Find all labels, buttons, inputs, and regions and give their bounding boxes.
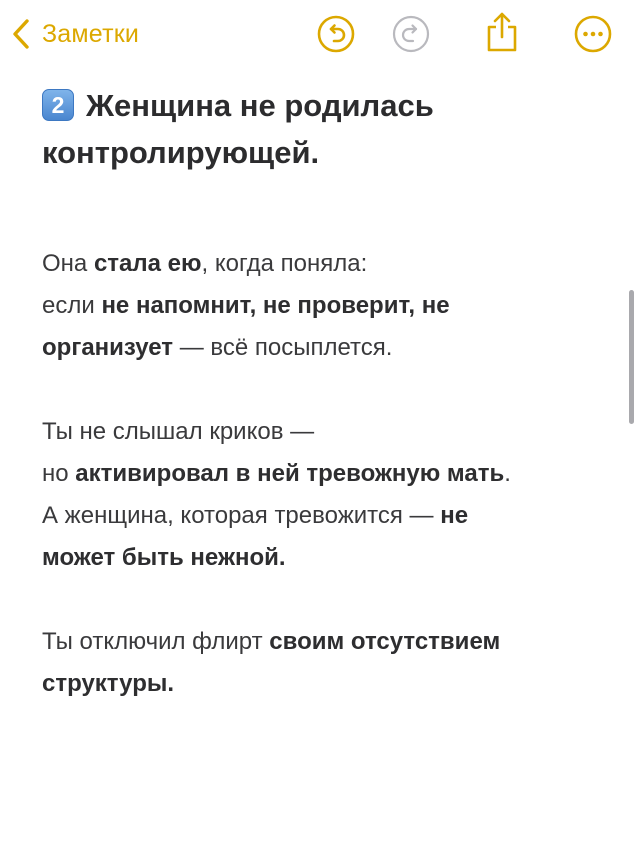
chevron-left-icon bbox=[12, 19, 30, 49]
title-line-1: Женщина не родилась bbox=[86, 88, 434, 123]
bold-run: стала ею bbox=[93, 250, 202, 277]
top-toolbar bbox=[0, 0, 640, 70]
undo-button[interactable] bbox=[316, 14, 356, 54]
text-run: Ты отключил флирт bbox=[42, 628, 270, 655]
back-label: Заметки bbox=[42, 19, 140, 48]
text-run: если bbox=[42, 292, 102, 319]
text-run: — всё посыплется. bbox=[173, 334, 393, 361]
text-run: Ты не слышал криков — bbox=[42, 418, 315, 445]
share-icon bbox=[482, 10, 522, 54]
bold-run: активировал в ней тревожную мать bbox=[75, 460, 505, 487]
text-run: А женщина, которая тревожится — bbox=[42, 502, 441, 529]
note-title bbox=[42, 82, 612, 176]
paragraph-2 bbox=[42, 411, 612, 579]
more-icon bbox=[573, 14, 613, 54]
bold-run: организует bbox=[42, 334, 174, 361]
keycap-number-icon: 2 bbox=[42, 89, 74, 121]
paragraph-3 bbox=[42, 621, 612, 705]
more-button[interactable] bbox=[573, 14, 613, 54]
bold-run: своим отсутствием bbox=[269, 628, 501, 655]
text-run: , когда поняла: bbox=[201, 250, 368, 277]
title-line-2: контролирующей. bbox=[42, 135, 320, 170]
scrollbar[interactable] bbox=[629, 290, 634, 424]
undo-icon bbox=[316, 14, 356, 54]
text-run: Она bbox=[42, 250, 94, 277]
back-button[interactable] bbox=[12, 14, 139, 54]
text-run: . bbox=[504, 460, 511, 487]
share-button[interactable] bbox=[482, 10, 522, 50]
note-body[interactable] bbox=[42, 82, 612, 705]
bold-run: может быть нежной. bbox=[42, 544, 286, 571]
bold-run: не bbox=[440, 502, 469, 529]
bold-run: не напомнит, не проверит, не bbox=[101, 292, 450, 319]
redo-button[interactable] bbox=[391, 14, 431, 54]
paragraph-1 bbox=[42, 243, 612, 369]
redo-icon bbox=[391, 14, 431, 54]
text-run: но bbox=[42, 460, 76, 487]
bold-run: структуры. bbox=[42, 670, 175, 697]
